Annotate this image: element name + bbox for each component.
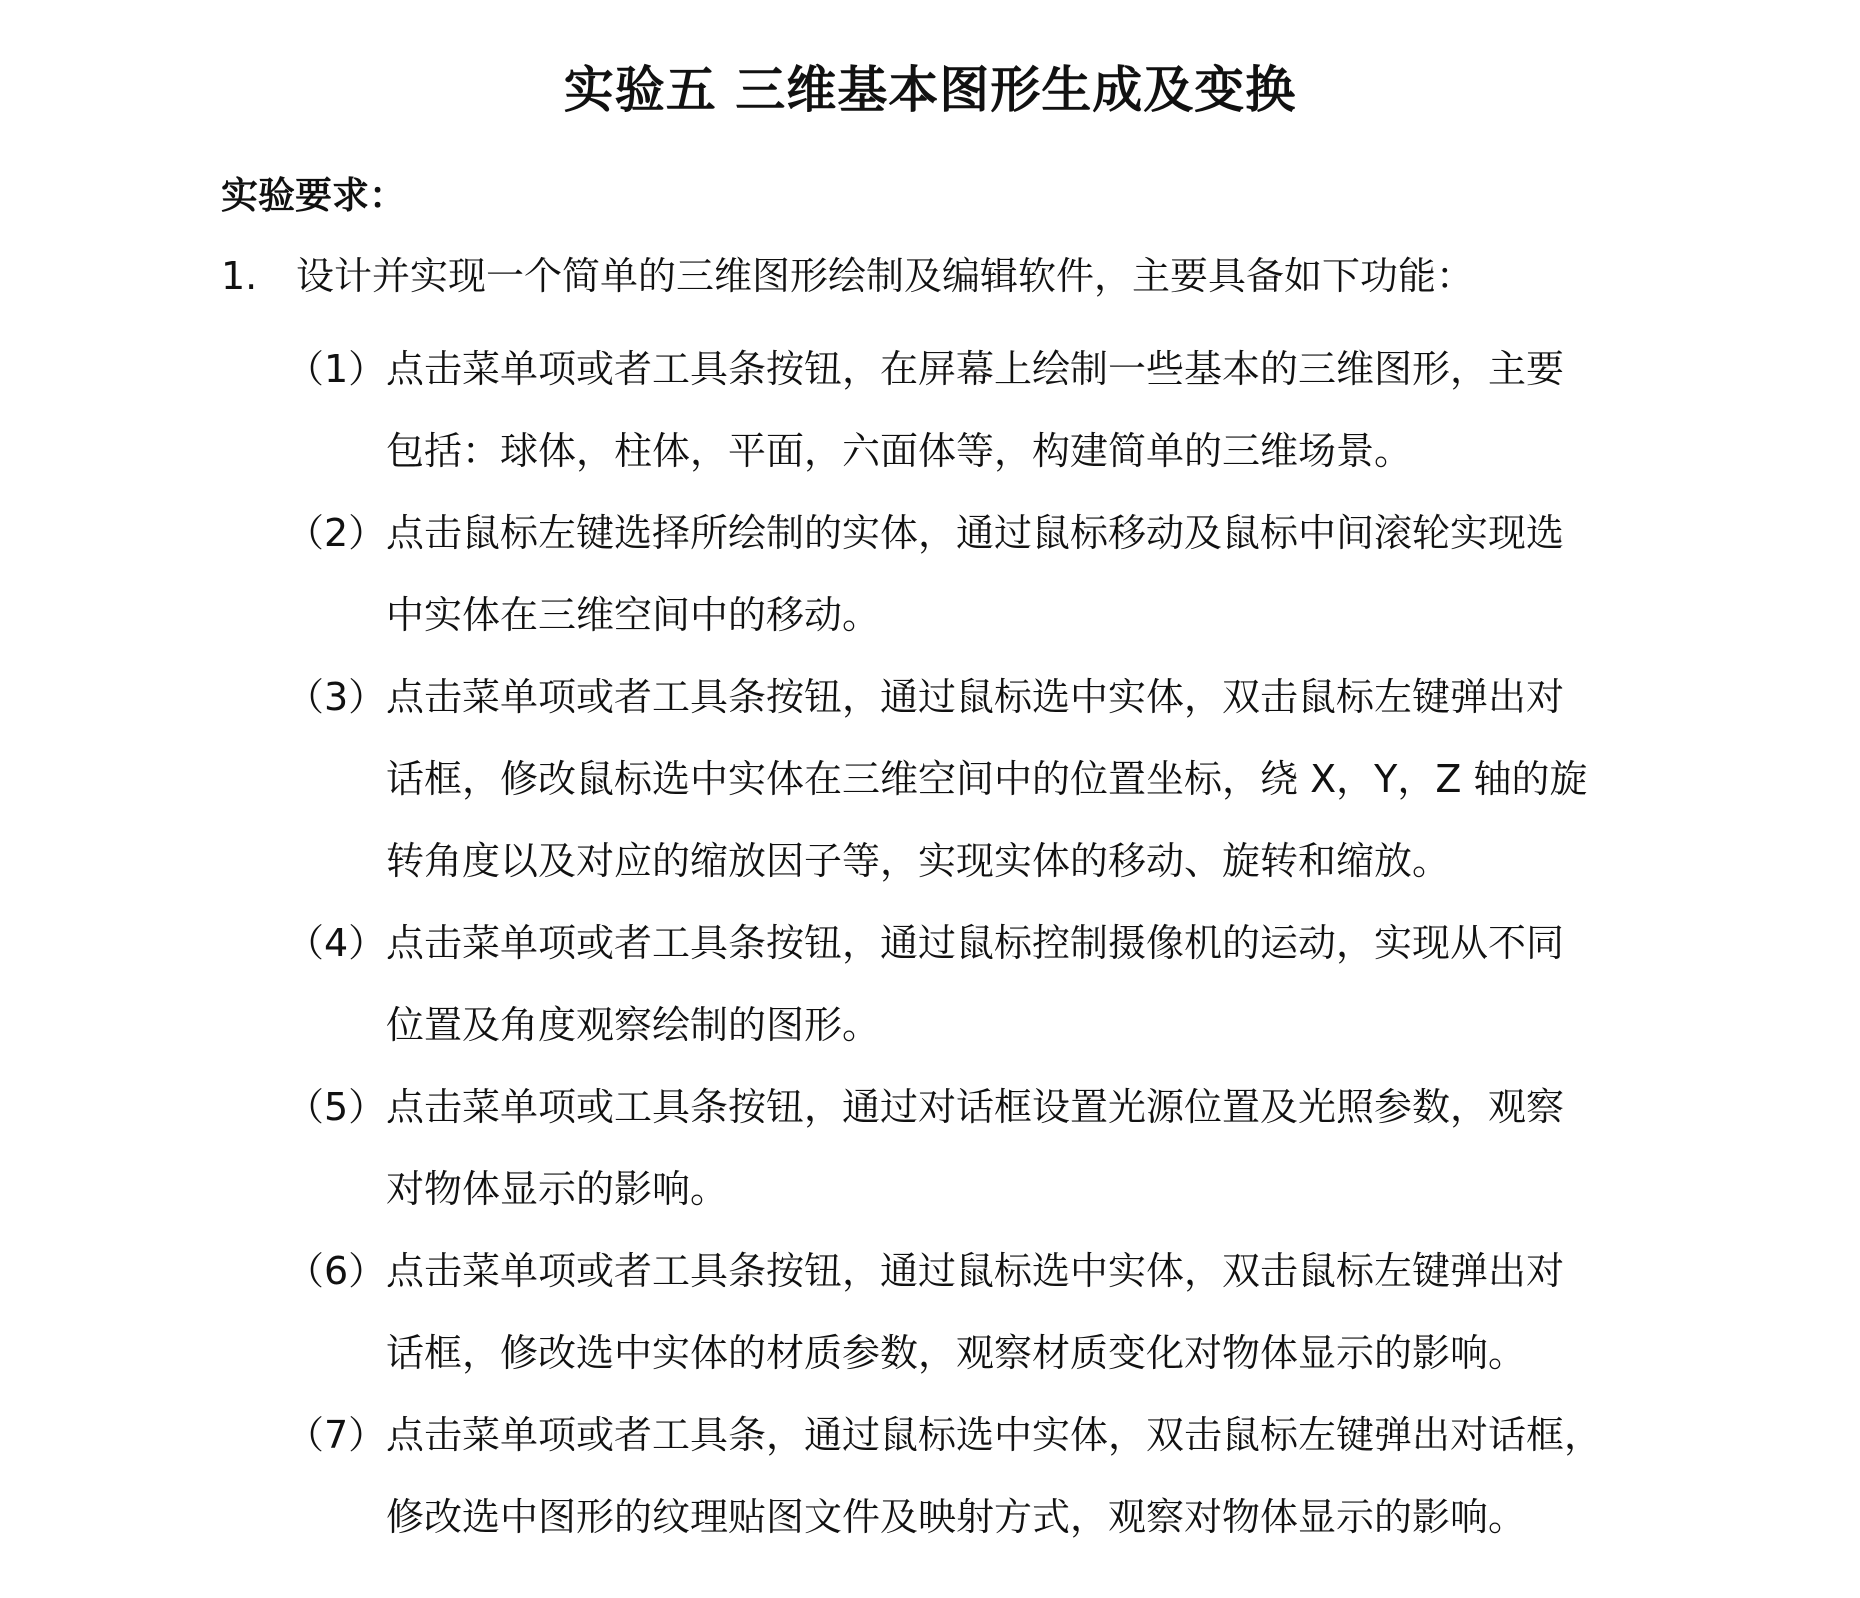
list-item-line: 点击菜单项或者工具条按钮，通过鼠标选中实体，双击鼠标左键弹出对 (386, 1249, 1565, 1293)
main-list-item (221, 248, 1474, 304)
list-item-number: （5） (286, 1085, 387, 1129)
page-title: 实验五 三维基本图形生成及变换 (563, 61, 1297, 119)
list-item-line: 点击菜单项或者工具条按钮，在屏幕上绘制一些基本的三维图形，主要 (386, 347, 1565, 391)
list-item-line: 点击菜单项或者工具条按钮，通过鼠标控制摄像机的运动，实现从不同 (386, 921, 1565, 965)
list-item (280, 492, 1680, 656)
list-item-line: 话框，修改选中实体的材质参数，观察材质变化对物体显示的影响。 (386, 1331, 1527, 1375)
list-item (280, 328, 1680, 492)
list-item-line: 话框，修改鼠标选中实体在三维空间中的位置坐标，绕 X，Y，Z 轴的旋 (386, 757, 1588, 801)
requirements-heading: 实验要求： (221, 174, 406, 217)
list-item-number: （7） (286, 1413, 387, 1457)
list-item-line: 对物体显示的影响。 (386, 1167, 729, 1211)
list-item-line: 包括：球体，柱体，平面，六面体等，构建简单的三维场景。 (386, 429, 1413, 473)
sub-item-list (280, 328, 1680, 1558)
main-item-text: 设计并实现一个简单的三维图形绘制及编辑软件，主要具备如下功能： (296, 254, 1475, 298)
list-item-line: 位置及角度观察绘制的图形。 (386, 1003, 881, 1047)
list-item-number: （4） (286, 921, 387, 965)
list-item (280, 656, 1680, 902)
list-item (280, 902, 1680, 1066)
list-item-line: 点击鼠标左键选择所绘制的实体，通过鼠标移动及鼠标中间滚轮实现选 (386, 511, 1565, 555)
list-item-number: （6） (286, 1249, 387, 1293)
list-item-line: 修改选中图形的纹理贴图文件及映射方式，观察对物体显示的影响。 (386, 1495, 1527, 1539)
list-item (280, 1394, 1680, 1558)
main-item-number: 1. (221, 254, 258, 298)
list-item-line: 点击菜单项或者工具条，通过鼠标选中实体，双击鼠标左键弹出对话框， (386, 1413, 1603, 1457)
list-item-number: （2） (286, 511, 387, 555)
list-item-number: （3） (286, 675, 387, 719)
list-item-number: （1） (286, 347, 387, 391)
list-item (280, 1230, 1680, 1394)
list-item-line: 中实体在三维空间中的移动。 (386, 593, 881, 637)
list-item-line: 点击菜单项或者工具条按钮，通过鼠标选中实体，双击鼠标左键弹出对 (386, 675, 1565, 719)
list-item (280, 1066, 1680, 1230)
list-item-line: 转角度以及对应的缩放因子等，实现实体的移动、旋转和缩放。 (386, 839, 1451, 883)
list-item-line: 点击菜单项或工具条按钮，通过对话框设置光源位置及光照参数，观察 (386, 1085, 1565, 1129)
